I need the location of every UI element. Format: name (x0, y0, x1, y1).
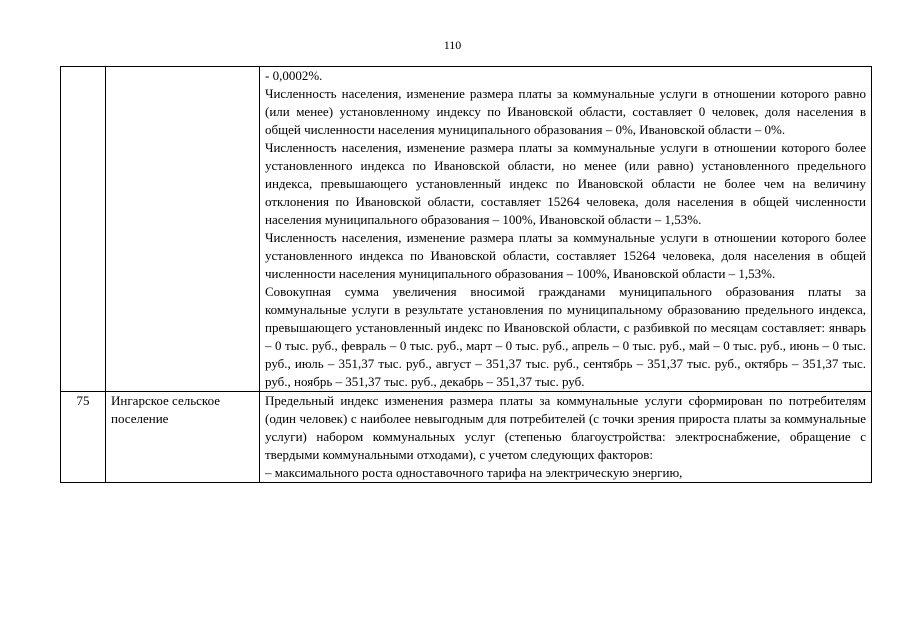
paragraph: - 0,0002%. (265, 68, 323, 83)
paragraph: – максимального роста одноставочного тарифа на электрическую энергию, (265, 465, 683, 480)
document-table (60, 66, 872, 483)
municipality-name-cell: Ингарское сельское поселение (106, 392, 260, 483)
page-number: 110 (443, 38, 462, 52)
description-cell (260, 392, 872, 483)
description-cell (260, 67, 872, 392)
row-number-cell: 75 (61, 392, 106, 483)
paragraph: Численность населения, изменение размера платы за коммунальные услуги в отношении которого более установленного индекса по Ивановской области, но менее (или равно) установленного предельного индекса, превышающего установленный индекс по Ивановской области не более чем на величину отклонения по Ивановской области, составляет 15264 человека, доля населения в общей численности населения муниципального образования – 100%, Ивановской области – 1,53%. (265, 140, 866, 227)
row-number-cell (61, 67, 106, 392)
table-row (61, 392, 872, 483)
paragraph: Предельный индекс изменения размера платы за коммунальные услуги сформирован по потребителям (один человек) с наиболее невыгодным для потребителей (с точки зрения прироста платы за коммунальные услуги) набором коммунальных услуг (степенью благоустройства: электроснабжение, обращение с твердыми коммунальными отходами), с учетом следующих факторов: (265, 393, 866, 462)
paragraph: Численность населения, изменение размера платы за коммунальные услуги в отношении которого равно (или менее) установленному индексу по Ивановской области, составляет 0 человек, доля населения в общей численности населения муниципального образования – 0%, Ивановской области – 0%. (265, 86, 866, 137)
municipality-name-cell (106, 67, 260, 392)
paragraph: Совокупная сумма увеличения вносимой гражданами муниципального образования платы за коммунальные услуги в результате установления по муниципальному образованию предельного индекса, превышающего установленный индекс по Ивановской области, с разбивкой по месяцам составляет: январь – 0 тыс. руб., февраль – 0 тыс. руб., март – 0 тыс. руб., апрель – 0 тыс. руб., май – 0 тыс. руб., июнь – 0 тыс. руб., июль – 351,37 тыс. руб., август – 351,37 тыс. руб., сентябрь – 351,37 тыс. руб., октябрь – 351,37 тыс. руб., ноябрь – 351,37 тыс. руб., декабрь – 351,37 тыс. руб. (265, 284, 866, 389)
paragraph: Численность населения, изменение размера платы за коммунальные услуги в отношении которого более установленного индекса по Ивановской области, составляет 15264 человека, доля населения в общей численности населения муниципального образования – 100%, Ивановской области – 1,53%. (265, 230, 866, 281)
table-row (61, 67, 872, 392)
